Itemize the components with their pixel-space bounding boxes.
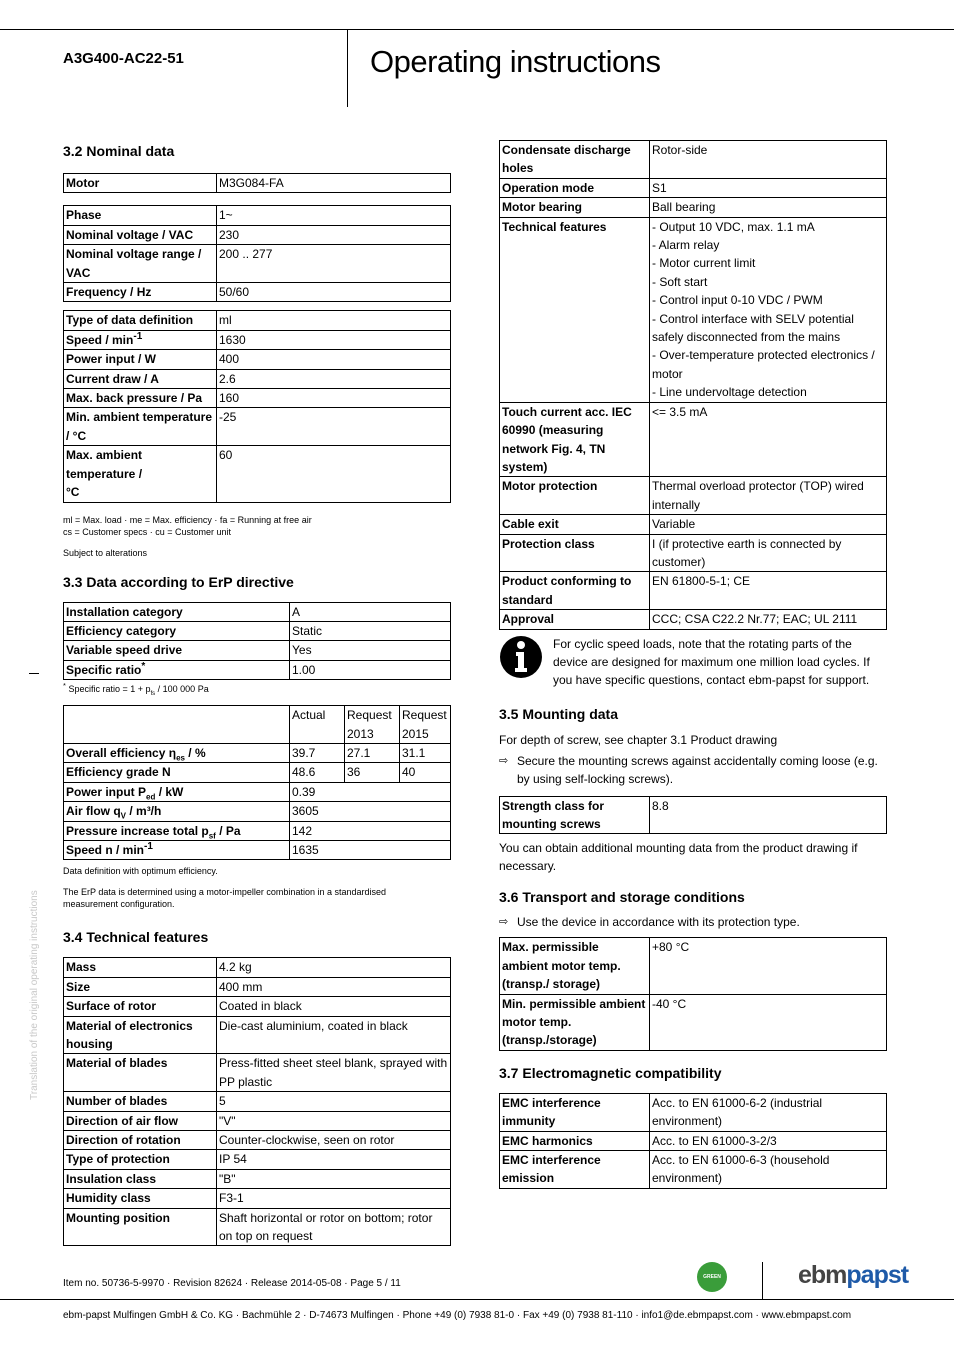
mounting-text-2: You can obtain additional mounting data from the product drawing if necessary. [499, 841, 858, 874]
row-value: F3-1 [217, 1189, 451, 1208]
table-row [64, 1208, 451, 1246]
row-value: 8.8 [650, 796, 887, 834]
row-value: Acc. to EN 61000-3-2/3 [650, 1131, 887, 1150]
table-row [64, 1092, 451, 1111]
arrow-icon: ⇨ [499, 754, 509, 767]
row-label: Humidity class [64, 1189, 217, 1208]
row-value: -40 °C [650, 994, 887, 1050]
row-label: Condensate discharge holes [500, 141, 650, 179]
definition-note: ml = Max. load · me = Max. efficiency · fa = Running at free air cs = Customer specs · cu = Customer unit [63, 514, 312, 537]
row-label: Touch current acc. IEC 60990 (measuring network Fig. 4, TN system) [500, 402, 650, 477]
info-box [499, 635, 887, 689]
table-row [500, 534, 887, 572]
phase-table [63, 205, 451, 302]
row-label: Phase [64, 206, 217, 225]
row-label: Technical features [500, 217, 650, 402]
row-label: Cable exit [500, 515, 650, 534]
footer-rule [0, 1299, 954, 1300]
row-label: Nominal voltage / VAC [64, 225, 217, 244]
optimum-note: Data definition with optimum efficiency. [63, 866, 218, 877]
row-value: +80 °C [650, 938, 887, 994]
row-value: Variable [650, 515, 887, 534]
table-row [64, 1189, 451, 1208]
row-label: Number of blades [64, 1092, 217, 1111]
row-label: Type of protection [64, 1150, 217, 1169]
table-row [64, 1150, 451, 1169]
heading-emc: 3.7 Electromagnetic compatibility [499, 1064, 722, 1081]
row-value: Shaft horizontal or rotor on bottom; rotor on top on request [217, 1208, 451, 1246]
header-divider [347, 29, 348, 107]
company-address: ebm-papst Mulfingen GmbH & Co. KG · Bachmühle 2 · D-74673 Mulfingen · Phone +49 (0) 7938 81-0 · Fax +49 (0) 7938 81-110 · info1@de.ebmpapst.com · www.ebmpapst.com [63, 1310, 852, 1321]
transport-table [499, 937, 887, 1050]
greentech-logo: GREEN TECH [697, 1262, 727, 1292]
row-value: Press-fitted sheet steel blank, sprayed with PP plastic [217, 1054, 451, 1092]
row-label: Size [64, 977, 217, 996]
mounting-text: For depth of screw, see chapter 3.1 Product drawing [499, 732, 778, 747]
row-value: S1 [650, 178, 887, 197]
table-row [500, 1151, 887, 1189]
emc-table [499, 1093, 887, 1189]
table-row [64, 977, 451, 996]
table-row [64, 174, 451, 193]
row-value: CCC; CSA C22.2 Nr.77; EAC; UL 2111 [650, 610, 887, 629]
row-value: <= 3.5 mA [650, 402, 887, 477]
heading-mounting: 3.5 Mounting data [499, 705, 618, 722]
row-value: Thermal overload protector (TOP) wired internally [650, 477, 887, 515]
heading-erp: 3.3 Data according to ErP directive [63, 573, 294, 590]
table-row [500, 402, 887, 477]
erp-note: The ErP data is determined using a motor-impeller combination in a standardised measurement configuration. [63, 887, 387, 910]
table-row [500, 572, 887, 610]
row-label: Strength class for mounting screws [500, 796, 650, 834]
row-label: Material of electronics housing [64, 1016, 217, 1054]
table-row [64, 1054, 451, 1092]
row-label: Motor protection [500, 477, 650, 515]
row-label: Mounting position [64, 1208, 217, 1246]
table-row [500, 477, 887, 515]
row-label: Mass [64, 958, 217, 977]
mounting-table [499, 796, 887, 835]
mounting-bullet: ⇨ Secure the mounting screws against accidentally coming loose (e.g. by using self-locking screws). [499, 753, 878, 786]
specific-ratio-note: * Specific ratio = $1 + p_{fs} / 100$ 000 Pa [63, 681, 209, 697]
table-row [64, 283, 451, 302]
row-label: Approval [500, 610, 650, 629]
row-value: 5 [217, 1092, 451, 1111]
row-label: Direction of rotation [64, 1131, 217, 1150]
side-note: Translation of the original operating instructions [29, 890, 40, 1100]
table-row [64, 1016, 451, 1054]
table-row [64, 997, 451, 1016]
row-value: Rotor-side [650, 141, 887, 179]
logo-divider [762, 1262, 763, 1300]
row-label: Protection class [500, 534, 650, 572]
row-value: - Output 10 VDC, max. 1.1 mA - Alarm relay - Motor current limit - Soft start - Control input 0-10 VDC / PWM - Control interface with SELV potential safely disconnected from the mains - Over-temperature protected electronics / motor - Line undervoltage detection [650, 217, 887, 402]
table-row [500, 198, 887, 217]
motor-details-table [499, 140, 887, 630]
row-label: Frequency / Hz [64, 283, 217, 302]
info-text: For cyclic speed loads, note that the rotating parts of the device are designed for maximum one million load cycles. If you have specific questions, contact ebm-papst for support. [553, 636, 870, 687]
row-label: EMC harmonics [500, 1131, 650, 1150]
table-row [500, 994, 887, 1050]
row-label: Product conforming to standard [500, 572, 650, 610]
table-row [500, 178, 887, 197]
row-value: Counter-clockwise, seen on rotor [217, 1131, 451, 1150]
efficiency-table: Actual Request 2013 Request 2015 Overall efficiency $\eta_{es}$ / % 39.7 27.1 31.1 Efficiency grade N 48.6 36 40 Power input $P_{ed}$ / kW 0.39 Air flow $q_V / m^3/h$ 3605 Pressure increase total $p_{sf}$ / Pa 142 Speed n / $\min^{-1}$ 1635 [63, 705, 451, 860]
heading-nominal-data: 3.2 Nominal data [63, 143, 175, 159]
row-label: Insulation class [64, 1169, 217, 1188]
row-value: EN 61800-5-1; CE [650, 572, 887, 610]
model-number: A3G400-AC22-51 [63, 50, 184, 67]
table-row [500, 796, 887, 834]
table-row [500, 515, 887, 534]
row-label: Motor [64, 174, 217, 193]
table-row [500, 1131, 887, 1150]
table-row [64, 206, 451, 225]
ebmpapst-logo: ebmpapst [798, 1261, 909, 1289]
table-row [500, 938, 887, 994]
table-row [64, 1131, 451, 1150]
margin-tick [29, 673, 39, 674]
row-value: Acc. to EN 61000-6-2 (industrial environment) [650, 1093, 887, 1131]
row-value: 230 [217, 225, 451, 244]
technical-features-table [63, 957, 451, 1246]
erp-table: Installation category A Efficiency category Static Variable speed drive Yes Specific ratio* 1.00 [63, 602, 451, 681]
row-value: IP 54 [217, 1150, 451, 1169]
info-icon [499, 635, 543, 679]
table-row [64, 225, 451, 244]
heading-transport: 3.6 Transport and storage conditions [499, 889, 745, 906]
motor-table [63, 173, 451, 193]
transport-bullet: ⇨ Use the device in accordance with its protection type. [499, 915, 800, 930]
table-row [64, 958, 451, 977]
row-value: 4.2 kg [217, 958, 451, 977]
page-title: Operating instructions [370, 44, 661, 79]
heading-technical-features: 3.4 Technical features [63, 929, 209, 946]
table-row [64, 245, 451, 283]
table-row [500, 610, 887, 629]
alterations-note: Subject to alterations [63, 547, 148, 558]
row-label: Material of blades [64, 1054, 217, 1092]
row-label: EMC interference emission [500, 1151, 650, 1189]
table-row [64, 1111, 451, 1130]
row-label: Motor bearing [500, 198, 650, 217]
row-value: Coated in black [217, 997, 451, 1016]
row-label: Nominal voltage range / VAC [64, 245, 217, 283]
row-label: Max. permissible ambient motor temp. (transp./ storage) [500, 938, 650, 994]
row-label: Direction of air flow [64, 1111, 217, 1130]
table-row [500, 1093, 887, 1131]
row-value: "V" [217, 1111, 451, 1130]
row-value: Acc. to EN 61000-6-3 (household environment) [650, 1151, 887, 1189]
row-value: Ball bearing [650, 198, 887, 217]
table-row [500, 141, 887, 179]
right-column [499, 140, 887, 1189]
row-label: Min. permissible ambient motor temp. (transp./storage) [500, 994, 650, 1050]
arrow-icon: ⇨ [499, 916, 509, 929]
row-value: M3G084-FA [217, 174, 451, 193]
left-column [63, 143, 451, 1246]
row-value: 200 .. 277 [217, 245, 451, 283]
row-label: Surface of rotor [64, 997, 217, 1016]
row-value: I (if protective earth is connected by customer) [650, 534, 887, 572]
row-value: 1~ [217, 206, 451, 225]
header-top-rule [0, 29, 954, 30]
row-label: Operation mode [500, 178, 650, 197]
row-label: EMC interference immunity [500, 1093, 650, 1131]
row-value: Die-cast aluminium, coated in black [217, 1016, 451, 1054]
nominal-data-table: Type of data definition ml Speed / $\min^{-1}$ 1630 Power input / W 400 Current draw / A 2.6 Max. back pressure / Pa 160 Min. ambient temperature / °C -25 Max. ambient temperature / °C 60 [63, 310, 451, 502]
row-value: 50/60 [217, 283, 451, 302]
row-value: 400 mm [217, 977, 451, 996]
row-value: "B" [217, 1169, 451, 1188]
table-row [64, 1169, 451, 1188]
table-row [500, 217, 887, 402]
item-info: Item no. 50736-5-9970 · Revision 82624 · Release 2014-05-08 · Page 5 / 11 [63, 1278, 401, 1289]
